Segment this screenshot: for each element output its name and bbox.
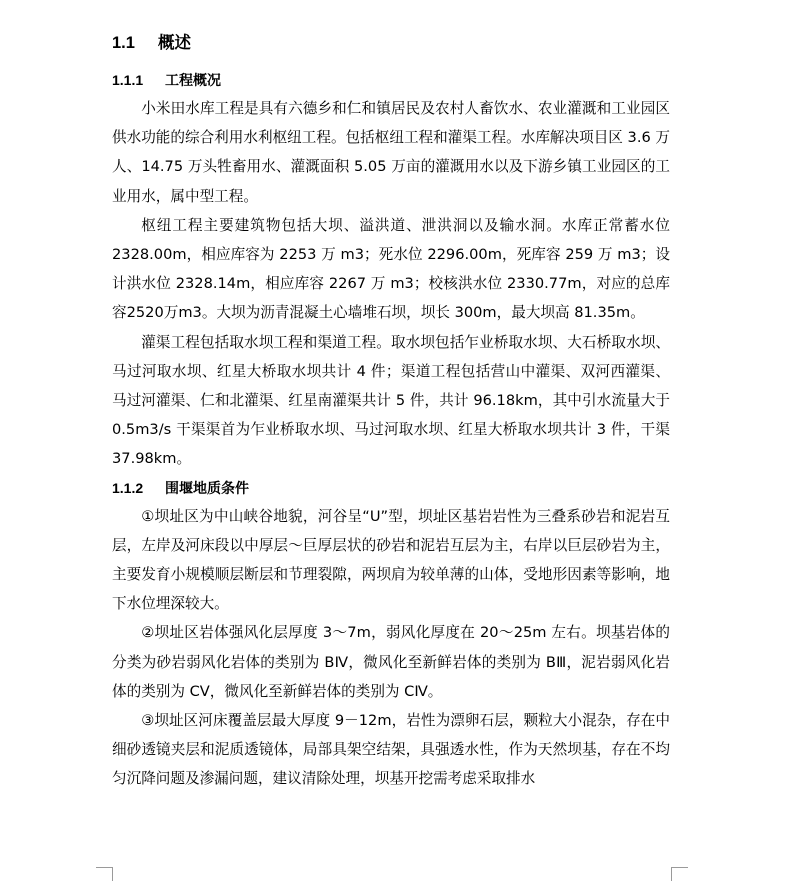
subsection-number: 1.1.2 bbox=[112, 479, 144, 496]
paragraph: ②坝址区岩体强风化层厚度 3～7m，弱风化厚度在 20～25m 左右。坝基岩体的分类为砂岩弱风化岩体的类别为 BⅣ，微风化至新鲜岩体的类别为 BⅢ，泥岩弱风化岩体的类别为 CⅤ，微风化至新鲜岩体的类别为 CⅣ。 bbox=[112, 624, 670, 700]
paragraph: ①坝址区为中山峡谷地貌，河谷呈“U”型，坝址区基岩岩性为三叠系砂岩和泥岩互层，左岸及河床段以中厚层～巨厚层状的砂岩和泥岩互层为主，右岸以巨层砂岩为主，主要发育小规模顺层断层和节理裂隙，两坝肩为较单薄的山体，受地形因素等影响，地下水位埋深较大。 bbox=[112, 507, 670, 613]
section-number: 1.1 bbox=[112, 34, 135, 52]
section-heading bbox=[112, 30, 670, 56]
paragraph: 灌渠工程包括取水坝工程和渠道工程。取水坝包括乍业桥取水坝、大石桥取水坝、马过河取水坝、红星大桥取水坝共计 4 件；渠道工程包括营山中灌渠、双河西灌渠、马过河灌渠、仁和北灌渠、红星南灌渠共计 5 件，共计 96.18km，其中引水流量大于 0.5m3/s 干渠渠首为乍业桥取水坝、马过河取水坝、红星大桥取水坝共计 3 件，干渠 37.98km。 bbox=[112, 333, 670, 468]
subsection-heading-overview bbox=[112, 66, 670, 94]
subsection-heading-geology bbox=[112, 474, 670, 502]
paragraph: 枢纽工程主要建筑物包括大坝、溢洪道、泄洪洞以及输水洞。水库正常蓄水位 2328.00m，相应库容为 2253 万 m3；死水位 2296.00m，死库容 259 万 m3；设计洪水位 2328.14m，相应库容 2267 万 m3；校核洪水位 2330.77m，对应的总库容2520万m3。大坝为沥青混凝土心墙堆石坝，坝长 300m，最大坝高 81.35m。 bbox=[112, 216, 670, 322]
document-body bbox=[112, 30, 670, 794]
subsection-title: 围堰地质条件 bbox=[165, 479, 249, 496]
paragraph: 小米田水库工程是具有六德乡和仁和镇居民及农村人畜饮水、农业灌溉和工业园区供水功能的综合利用水利枢纽工程。包括枢纽工程和灌渠工程。水库解决项目区 3.6 万人、14.75 万头牲畜用水、灌溉面积 5.05 万亩的灌溉用水以及下游乡镇工业园区的工业用水，属中型工程。 bbox=[112, 100, 670, 205]
margin-corner-mark-right bbox=[671, 867, 688, 881]
margin-corner-mark-left bbox=[96, 867, 113, 881]
section-title: 概述 bbox=[158, 34, 191, 52]
paragraph: ③坝址区河床覆盖层最大厚度 9－12m，岩性为漂卵石层，颗粒大小混杂，存在中细砂透镜夹层和泥质透镜体，局部具架空结架，具强透水性，作为天然坝基，存在不均匀沉降问题及渗漏问题，建议清除处理，坝基开挖需考虑采取排水 bbox=[112, 712, 670, 788]
subsection-number: 1.1.1 bbox=[112, 72, 144, 88]
subsection-title: 工程概况 bbox=[165, 72, 221, 88]
